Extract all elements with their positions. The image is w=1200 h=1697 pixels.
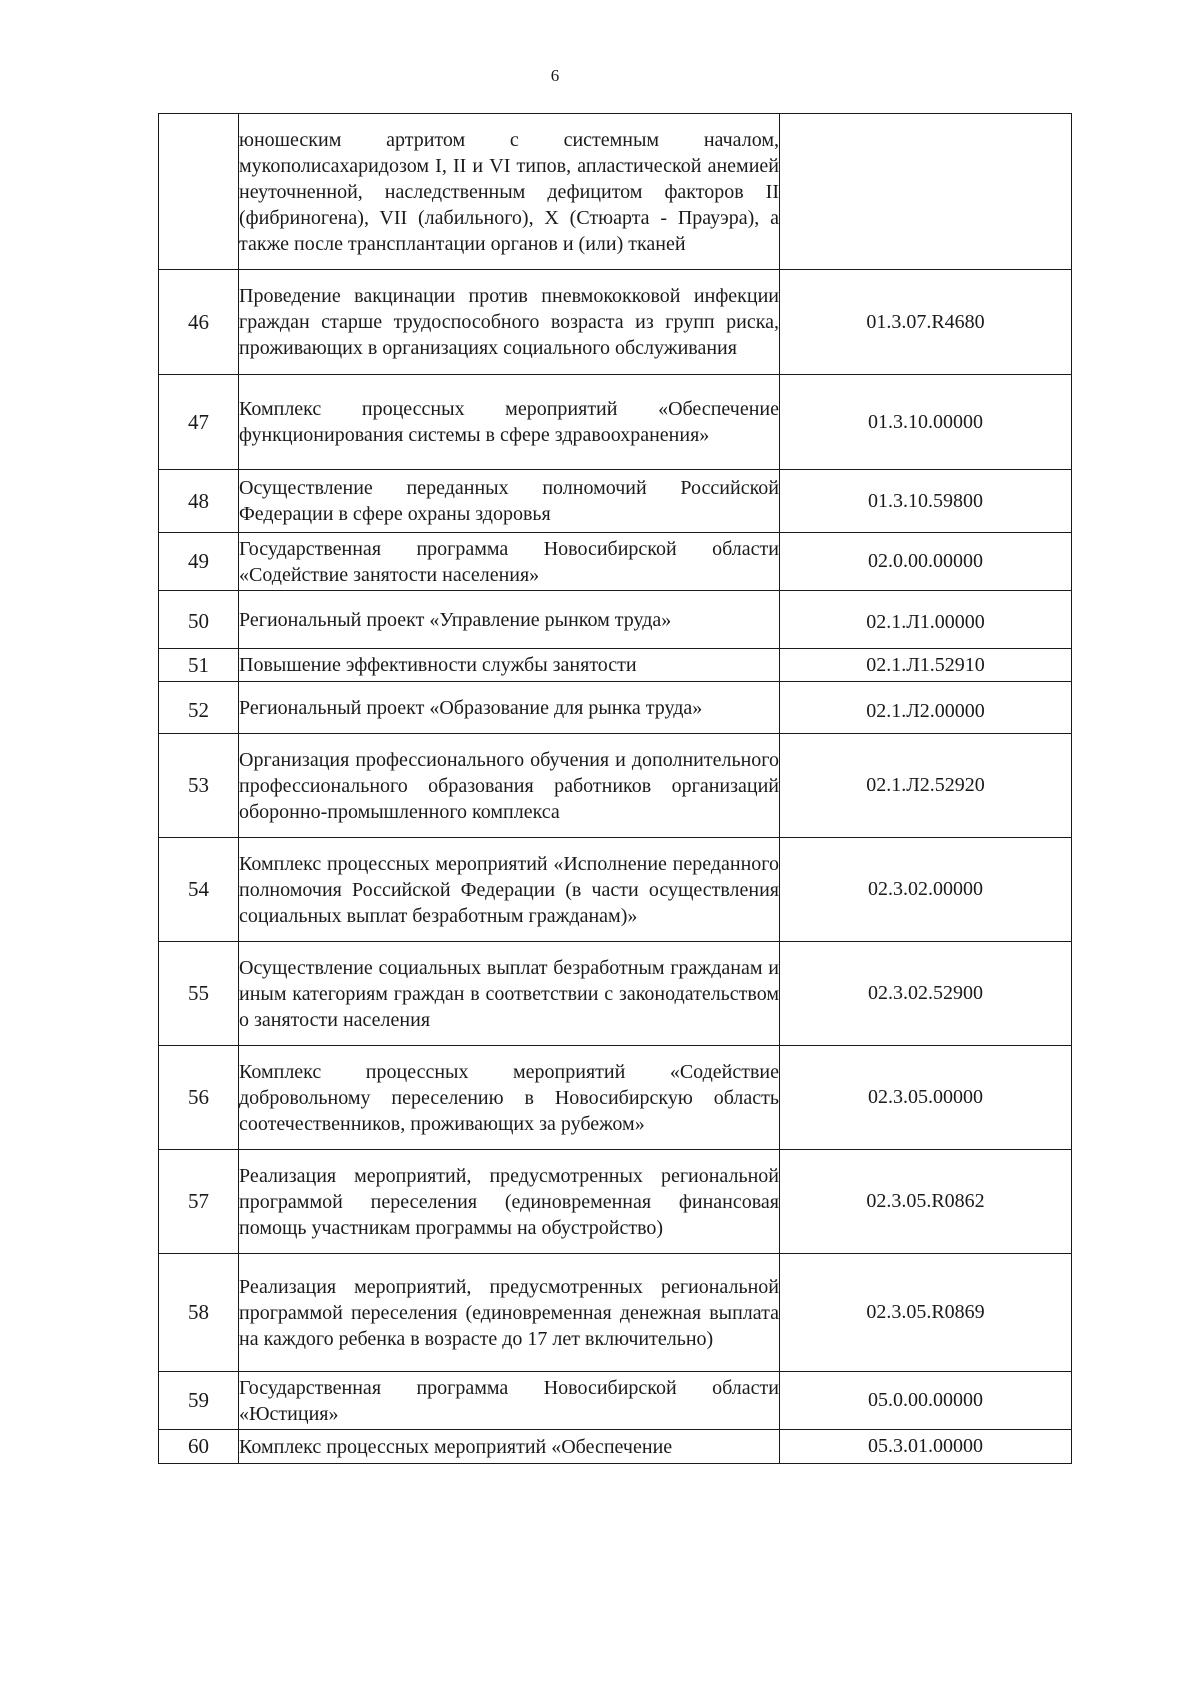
row-number: 46 xyxy=(159,270,239,375)
row-number: 59 xyxy=(159,1372,239,1430)
row-code: 02.3.05.R0869 xyxy=(780,1254,1072,1372)
table-row xyxy=(159,838,1072,942)
row-code: 02.1.Л2.52920 xyxy=(780,734,1072,838)
row-description: Комплекс процессных мероприятий «Обеспечение xyxy=(239,1430,780,1464)
row-description: Осуществление переданных полномочий Российской Федерации в сфере охраны здоровья xyxy=(239,470,780,533)
row-code: 05.3.01.00000 xyxy=(780,1430,1072,1464)
row-number: 50 xyxy=(159,591,239,649)
row-code: 02.3.05.R0862 xyxy=(780,1150,1072,1254)
row-number: 54 xyxy=(159,838,239,942)
page-number: 6 xyxy=(550,66,560,85)
table-row xyxy=(159,533,1072,591)
row-code: 02.3.02.00000 xyxy=(780,838,1072,942)
row-number: 48 xyxy=(159,470,239,533)
table-row xyxy=(159,649,1072,682)
row-description: Осуществление социальных выплат безработным гражданам и иным категориям граждан в соответствии с законодательством о занятости населения xyxy=(239,942,780,1046)
table-row xyxy=(159,375,1072,470)
row-code: 05.0.00.00000 xyxy=(780,1372,1072,1430)
row-description: юношеским артритом с системным началом, мукополисахаридозом I, II и VI типов, апластической анемией неуточненной, наследственным дефицитом факторов II (фибриногена), VII (лабильного), X (Стюарта - Прауэра), а также после трансплантации органов и (или) тканей xyxy=(239,114,780,270)
row-description: Государственная программа Новосибирской области «Содействие занятости населения» xyxy=(239,533,780,591)
table-row xyxy=(159,1150,1072,1254)
row-number: 56 xyxy=(159,1046,239,1150)
row-description: Организация профессионального обучения и дополнительного профессионального образования работников организаций оборонно-промышленного комплекса xyxy=(239,734,780,838)
row-code: 01.3.10.00000 xyxy=(780,375,1072,470)
table-row xyxy=(159,942,1072,1046)
row-code: 02.0.00.00000 xyxy=(780,533,1072,591)
table-row xyxy=(159,734,1072,838)
row-number: 47 xyxy=(159,375,239,470)
document-table xyxy=(158,113,1072,1464)
row-number: 53 xyxy=(159,734,239,838)
table-row xyxy=(159,682,1072,734)
row-number: 49 xyxy=(159,533,239,591)
row-code xyxy=(780,114,1072,270)
table-row xyxy=(159,1372,1072,1430)
row-description: Реализация мероприятий, предусмотренных региональной программой переселения (единовременная финансовая помощь участникам программы на обустройство) xyxy=(239,1150,780,1254)
row-code: 02.3.05.00000 xyxy=(780,1046,1072,1150)
row-description: Региональный проект «Образование для рынка труда» xyxy=(239,682,780,734)
row-code: 02.1.Л1.00000 xyxy=(780,591,1072,649)
row-description: Государственная программа Новосибирской области «Юстиция» xyxy=(239,1372,780,1430)
row-code: 02.1.Л2.00000 xyxy=(780,682,1072,734)
row-number: 57 xyxy=(159,1150,239,1254)
table-row xyxy=(159,1430,1072,1464)
row-description: Проведение вакцинации против пневмококковой инфекции граждан старше трудоспособного возраста из групп риска, проживающих в организациях социального обслуживания xyxy=(239,270,780,375)
row-description: Комплекс процессных мероприятий «Обеспечение функционирования системы в сфере здравоохранения» xyxy=(239,375,780,470)
row-description: Комплекс процессных мероприятий «Исполнение переданного полномочия Российской Федерации (в части осуществления социальных выплат безработным гражданам)» xyxy=(239,838,780,942)
row-number: 51 xyxy=(159,649,239,682)
row-description: Повышение эффективности службы занятости xyxy=(239,649,780,682)
table-row xyxy=(159,470,1072,533)
row-code: 02.3.02.52900 xyxy=(780,942,1072,1046)
row-description: Региональный проект «Управление рынком труда» xyxy=(239,591,780,649)
row-description: Комплекс процессных мероприятий «Содействие добровольному переселению в Новосибирскую область соотечественников, проживающих за рубежом» xyxy=(239,1046,780,1150)
row-description: Реализация мероприятий, предусмотренных региональной программой переселения (единовременная денежная выплата на каждого ребенка в возрасте до 17 лет включительно) xyxy=(239,1254,780,1372)
table-row xyxy=(159,1046,1072,1150)
table-row xyxy=(159,114,1072,270)
table-row xyxy=(159,1254,1072,1372)
row-number: 55 xyxy=(159,942,239,1046)
row-number: 60 xyxy=(159,1430,239,1464)
row-number: 58 xyxy=(159,1254,239,1372)
row-code: 01.3.10.59800 xyxy=(780,470,1072,533)
row-number: 52 xyxy=(159,682,239,734)
row-code: 01.3.07.R4680 xyxy=(780,270,1072,375)
table-row xyxy=(159,591,1072,649)
row-number xyxy=(159,114,239,270)
row-code: 02.1.Л1.52910 xyxy=(780,649,1072,682)
table-row xyxy=(159,270,1072,375)
